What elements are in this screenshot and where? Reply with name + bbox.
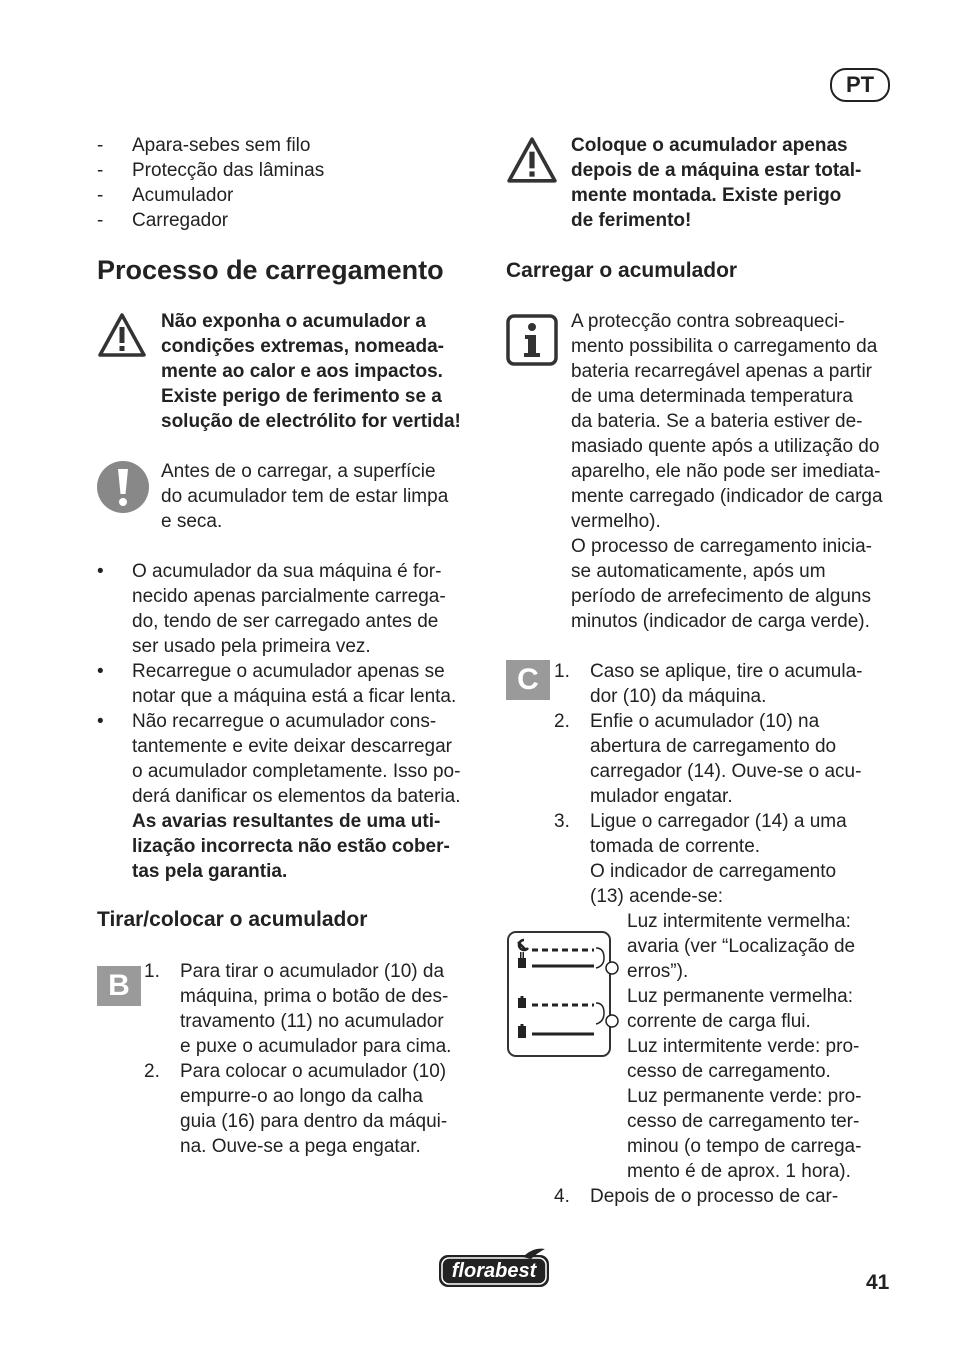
text-line: e puxe o acumulador para cima. — [180, 1036, 452, 1057]
text-line: O acumulador da sua máquina é for- — [132, 561, 442, 582]
text-line: solução de electrólito for vertida! — [161, 411, 461, 432]
text-line: avaria (ver “Localização de — [627, 936, 856, 957]
text-line: cesso de carregamento. — [627, 1061, 831, 1082]
list-item: Protecção das lâminas — [132, 160, 325, 181]
text-line: Não exponha o acumulador a — [161, 311, 426, 332]
text-line: Recarregue o acumulador apenas se — [132, 661, 445, 682]
text-line: se automaticamente, após um — [571, 561, 826, 582]
text-line: ser usado pela primeira vez. — [132, 636, 371, 657]
text-line: minutos (indicador de carga verde). — [571, 611, 870, 632]
text-line: dor (10) da máquina. — [590, 686, 767, 707]
text-line: Coloque o acumulador apenas — [571, 135, 848, 156]
text-line: Ligue o carregador (14) a uma — [590, 811, 847, 832]
text-line: O indicador de carregamento — [590, 861, 837, 882]
charger-led-diagram — [506, 928, 624, 1058]
text-line: masiado quente após a utilização do — [571, 436, 880, 457]
warning-icon — [97, 312, 147, 358]
text-line: mente montada. Existe perigo — [571, 185, 842, 206]
text-line: do acumulador tem de estar limpa — [161, 486, 449, 507]
text-line: Enfie o acumulador (10) na — [590, 711, 820, 732]
bullet-marker: • — [97, 711, 104, 732]
text-line: vermelho). — [571, 511, 661, 532]
text-line: lização incorrecta não estão cober- — [132, 836, 450, 857]
text-line: Luz intermitente vermelha: — [627, 911, 851, 932]
step-number: 4. — [554, 1186, 570, 1207]
text-line: Luz permanente vermelha: — [627, 986, 854, 1007]
figure-label-c: C — [506, 660, 550, 700]
text-line: Para tirar o acumulador (10) da — [180, 961, 445, 982]
exclamation-circle-icon — [96, 460, 150, 514]
text-line: Antes de o carregar, a superfície — [161, 461, 436, 482]
text-line: máquina, prima o botão de des- — [180, 986, 449, 1007]
text-line: A protecção contra sobreaqueci- — [571, 311, 845, 332]
text-line: empurre-o ao longo da calha — [180, 1086, 423, 1107]
brand-logo — [437, 1247, 551, 1289]
text-line: período de arrefecimento de alguns — [571, 586, 871, 607]
text-line: mente ao calor e aos impactos. — [161, 361, 443, 382]
text-line: o acumulador completamente. Isso po- — [132, 761, 461, 782]
text-line: da bateria. Se a bateria estiver de- — [571, 411, 863, 432]
brand-name: florabest — [451, 1260, 537, 1282]
text-line: derá danificar os elementos da bateria. — [132, 786, 461, 807]
text-line: notar que a máquina está a ficar lenta. — [132, 686, 457, 707]
dash-marker: - — [97, 160, 104, 181]
text-line: corrente de carga flui. — [627, 1011, 811, 1032]
page-number: 41 — [866, 1271, 890, 1294]
text-line: de ferimento! — [571, 210, 692, 231]
text-line: de uma determinada temperatura — [571, 386, 853, 407]
text-line: necido apenas parcialmente carrega- — [132, 586, 446, 607]
text-line: Caso se aplique, tire o acumula- — [590, 661, 863, 682]
text-line: tantemente e evite deixar descarregar — [132, 736, 453, 757]
text-line: cesso de carregamento ter- — [627, 1111, 860, 1132]
text-line: Luz intermitente verde: pro- — [627, 1036, 860, 1057]
step-number: 1. — [144, 961, 160, 982]
text-line: mento é de aprox. 1 hora). — [627, 1161, 851, 1182]
text-line: As avarias resultantes de uma uti- — [132, 811, 441, 832]
text-line: bateria recarregável apenas a partir — [571, 361, 873, 382]
text-line: mente carregado (indicador de carga — [571, 486, 883, 507]
section-heading-charging: Processo de carregamento — [97, 255, 444, 285]
step-number: 3. — [554, 811, 570, 832]
text-line: minou (o tempo de carrega- — [627, 1136, 862, 1157]
step-number: 2. — [554, 711, 570, 732]
list-item: Apara-sebes sem filo — [132, 135, 311, 156]
text-line: Não recarregue o acumulador cons- — [132, 711, 437, 732]
bullet-marker: • — [97, 561, 104, 582]
text-line: Existe perigo de ferimento se a — [161, 386, 442, 407]
text-line: condições extremas, nomeada- — [161, 336, 444, 357]
info-icon — [506, 314, 558, 366]
text-line: erros”). — [627, 961, 689, 982]
text-line: travamento (11) no acumulador — [180, 1011, 444, 1032]
text-line: aparelho, ele não pode ser imediata- — [571, 461, 881, 482]
list-item: Acumulador — [132, 185, 234, 206]
text-line: Depois de o processo de car- — [590, 1186, 839, 1207]
dash-marker: - — [97, 210, 104, 231]
step-number: 2. — [144, 1061, 160, 1082]
text-line: abertura de carregamento do — [590, 736, 837, 757]
bullet-marker: • — [97, 661, 104, 682]
text-line: carregador (14). Ouve-se o acu- — [590, 761, 862, 782]
text-line: e seca. — [161, 511, 223, 532]
text-line: depois de a máquina estar total- — [571, 160, 862, 181]
text-line: (13) acende-se: — [590, 886, 724, 907]
text-line: do, tendo de ser carregado antes de — [132, 611, 439, 632]
text-line: guia (16) para dentro da máqui- — [180, 1111, 448, 1132]
dash-marker: - — [97, 135, 104, 156]
text-line: O processo de carregamento inicia- — [571, 536, 872, 557]
warning-icon — [506, 136, 558, 184]
section-heading-remove: Tirar/colocar o acumulador — [97, 908, 368, 931]
dash-marker: - — [97, 185, 104, 206]
language-badge: PT — [830, 68, 890, 102]
text-line: Para colocar o acumulador (10) — [180, 1061, 447, 1082]
text-line: na. Ouve-se a pega engatar. — [180, 1136, 421, 1157]
step-number: 1. — [554, 661, 570, 682]
list-item: Carregador — [132, 210, 229, 231]
text-line: Luz permanente verde: pro- — [627, 1086, 862, 1107]
text-line: tomada de corrente. — [590, 836, 761, 857]
text-line: mento possibilita o carregamento da — [571, 336, 878, 357]
figure-label-b: B — [97, 966, 141, 1006]
text-line: mulador engatar. — [590, 786, 733, 807]
text-line: tas pela garantia. — [132, 861, 288, 882]
section-heading-charge: Carregar o acumulador — [506, 259, 738, 282]
